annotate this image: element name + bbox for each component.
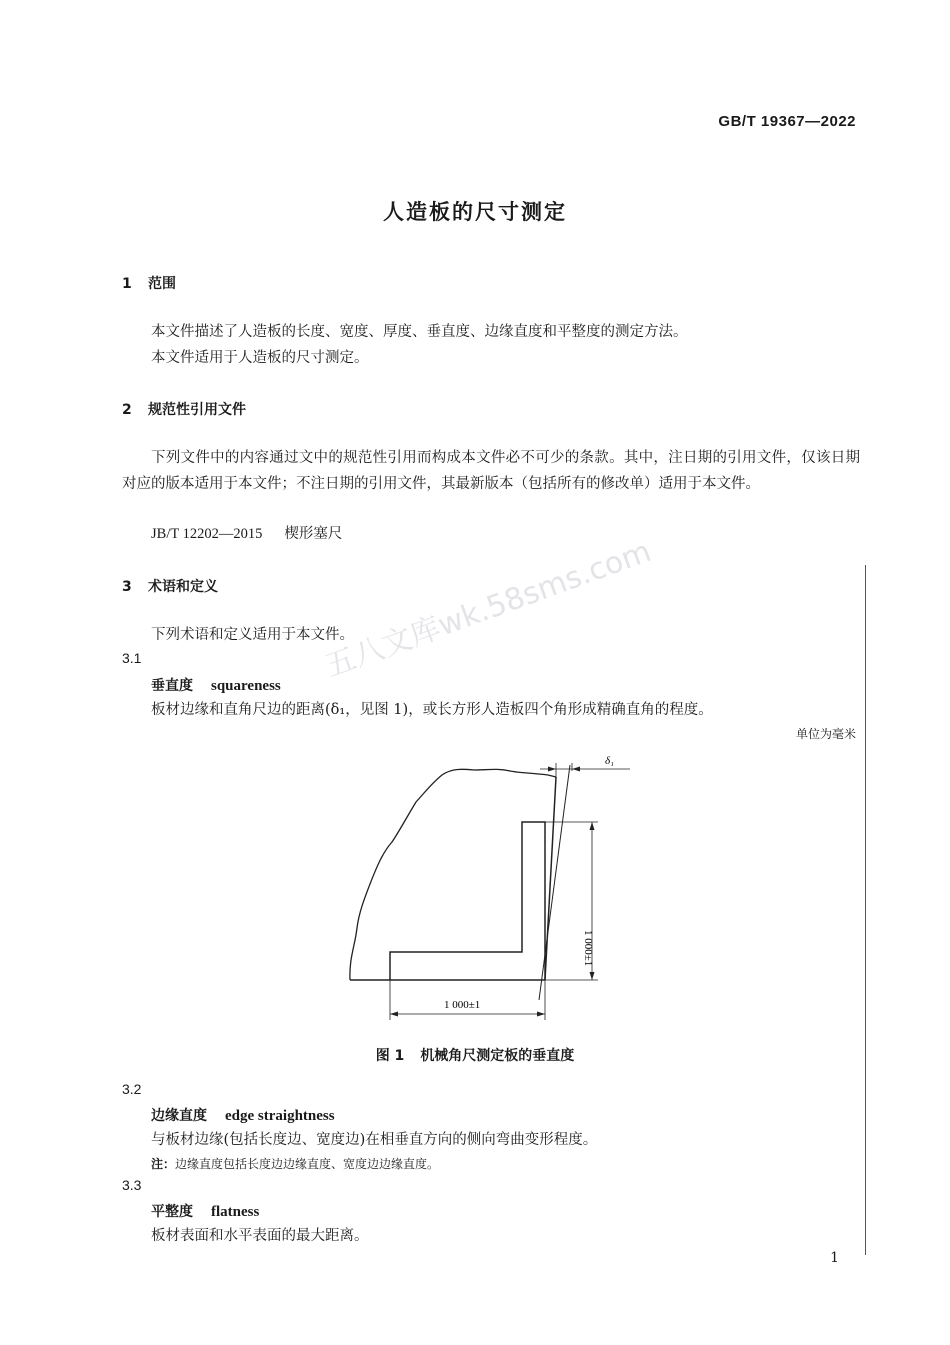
term-flatness: [151, 1201, 259, 1221]
standard-number: GB/T 19367—2022: [718, 113, 856, 130]
normative-reference: [151, 521, 342, 547]
term-number: 3.2: [122, 1081, 142, 1097]
section-number: 1: [122, 276, 132, 292]
term-definition: 板材边缘和直角尺边的距离(δ₁，见图 1)，或长方形人造板四个角形成精确直角的程度。: [151, 702, 713, 718]
figure-title: 机械角尺测定板的垂直度: [420, 1048, 575, 1064]
figure-1-diagram: [330, 750, 650, 1025]
hdim-label: 1 000±1: [444, 999, 481, 1011]
machine-square: [390, 822, 545, 980]
unit-note: 单位为毫米: [795, 727, 856, 741]
section-number: 2: [122, 402, 132, 418]
scan-margin-line: [865, 565, 866, 1255]
document-title: 人造板的尺寸测定: [383, 200, 567, 224]
section-2-paragraph: 下列文件中的内容通过文中的规范性引用而构成本文件必不可少的条款。其中，注日期的引用文件，仅该日期对应的版本适用于本文件；不注日期的引用文件，其最新版本（包括所有的修改单）适用于本文件。: [122, 450, 860, 492]
term-number: 3.1: [122, 650, 142, 666]
delta-arrow: [572, 767, 580, 772]
section-2-heading: [122, 399, 246, 419]
delta-arrow: [548, 767, 556, 772]
watermark: 五八文库wk.58sms.com: [320, 533, 656, 685]
vdim-arrow: [590, 972, 595, 980]
figure-number: 图 1: [375, 1048, 405, 1064]
section-1-heading: [122, 273, 176, 293]
reference-code: JB/T 12202—2015: [151, 526, 263, 542]
note-label: 注：: [151, 1157, 176, 1171]
reference-name: 楔形塞尺: [284, 526, 343, 542]
section-1-paragraph-1: 本文件描述了人造板的长度、宽度、厚度、垂直度、边缘直度和平整度的测定方法。: [151, 324, 688, 340]
term-edge-straightness: [151, 1105, 335, 1125]
hdim-arrow: [537, 1012, 545, 1017]
vdim-arrow: [590, 822, 595, 830]
page-number: 1: [830, 1250, 839, 1266]
section-number: 3: [122, 579, 132, 595]
term-number: 3.3: [122, 1177, 142, 1193]
board-broken-edge: [350, 769, 556, 980]
section-title: 范围: [148, 276, 176, 292]
board-right-edge: [545, 777, 556, 980]
section-3-paragraph: 下列术语和定义适用于本文件。: [151, 627, 354, 643]
term-squareness: [151, 675, 281, 695]
term-note: [151, 1155, 439, 1172]
section-3-heading: [122, 576, 218, 596]
section-title: 规范性引用文件: [148, 402, 246, 418]
term-en: edge straightness: [225, 1108, 335, 1124]
term-definition: 板材表面和水平表面的最大距离。: [151, 1228, 369, 1244]
figure-1-caption: [0, 1045, 950, 1065]
term-en: squareness: [211, 678, 281, 694]
section-title: 术语和定义: [148, 579, 218, 595]
term-en: flatness: [211, 1204, 260, 1220]
note-text: 边缘直度包括长度边边缘直度、宽度边边缘直度。: [175, 1157, 440, 1171]
term-zh: 垂直度: [151, 678, 193, 694]
vdim-label: 1 000±1: [582, 930, 594, 967]
section-1-paragraph-2: 本文件适用于人造板的尺寸测定。: [151, 350, 369, 366]
term-definition: 与板材边缘(包括长度边、宽度边)在相垂直方向的侧向弯曲变形程度。: [151, 1132, 598, 1148]
hdim-arrow: [390, 1012, 398, 1017]
delta-label: δ₁: [605, 755, 614, 767]
term-zh: 边缘直度: [151, 1108, 207, 1124]
term-zh: 平整度: [151, 1204, 193, 1220]
